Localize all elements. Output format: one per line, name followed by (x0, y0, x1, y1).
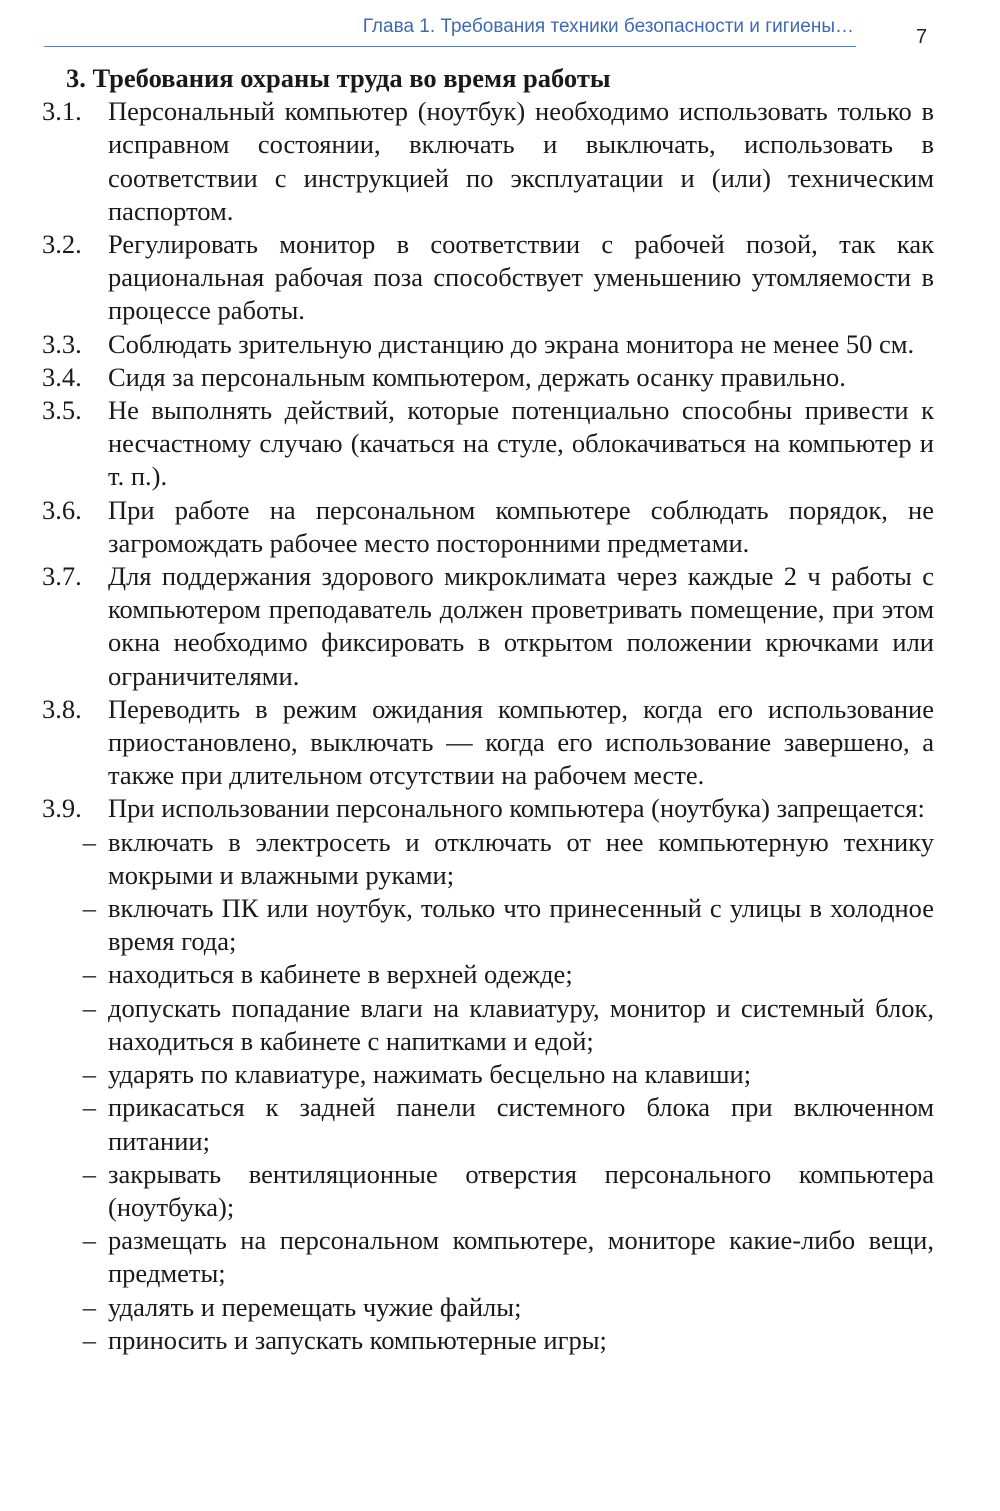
requirement-item (42, 792, 934, 825)
requirement-item (42, 693, 934, 793)
bullet-text: прикасаться к задней панели системного блока при включенном питании; (108, 1092, 934, 1156)
item-text: Регулировать монитор в соответствии с рабочей позой, так как рациональная рабочая поза способствует уменьшению утомляемости в процессе работы. (108, 229, 934, 326)
prohibition-item (42, 1158, 934, 1224)
item-number: 3.1. (42, 96, 82, 127)
item-number: 3.9. (42, 793, 82, 824)
requirement-item (42, 95, 934, 228)
bullet-text: включать ПК или ноутбук, только что принесенный с улицы в холодное время года; (108, 893, 934, 957)
bullet-text: приносить и запускать компьютерные игры; (108, 1324, 607, 1355)
bullet-text: ударять по клавиатуре, нажимать бесцельно на клавиши; (108, 1059, 752, 1090)
item-text: Сидя за персональным компьютером, держать осанку правильно. (108, 361, 846, 392)
dash-marker: – (82, 893, 96, 924)
requirement-item (42, 494, 934, 560)
page-body (42, 62, 934, 1357)
bullet-text: допускать попадание влаги на клавиатуру, монитор и системный блок, находиться в кабинете с напитками и едой; (108, 992, 934, 1056)
dash-marker: – (82, 1158, 96, 1189)
dash-marker: – (82, 992, 96, 1023)
dash-marker: – (82, 1324, 96, 1355)
dash-marker: – (82, 1092, 96, 1123)
dash-marker: – (82, 959, 96, 990)
page-header (44, 10, 856, 47)
prohibition-item (42, 826, 934, 892)
prohibition-item (42, 1224, 934, 1290)
item-text: Не выполнять действий, которые потенциально способны привести к несчастному случаю (качаться на стуле, облокачиваться на компьютер и т. п.). (108, 395, 934, 492)
requirement-item (42, 328, 934, 361)
requirement-item (42, 394, 934, 494)
dash-marker: – (82, 826, 96, 857)
item-text: При работе на персональном компьютере соблюдать порядок, не загромождать рабочее место посторонними предметами. (108, 494, 934, 558)
section-heading: 3. Требования охраны труда во время работы (66, 63, 611, 93)
requirement-item (42, 228, 934, 328)
item-text: Переводить в режим ожидания компьютер, когда его использование приостановлено, выключать — когда его использование завершено, а также при длительном отсутствии на рабочем месте. (108, 693, 934, 791)
prohibition-item (42, 992, 934, 1058)
requirement-item (42, 361, 934, 394)
item-text: Соблюдать зрительную дистанцию до экрана монитора не менее 50 см. (108, 328, 915, 359)
bullet-text: включать в электросеть и отключать от нее компьютерную технику мокрыми и влажными руками; (108, 826, 934, 890)
bullet-text: удалять и перемещать чужие файлы; (108, 1291, 522, 1322)
item-number: 3.4. (42, 361, 82, 392)
page-number: 7 (916, 26, 928, 48)
bullet-text: закрывать вентиляционные отверстия персонального компьютера (ноутбука); (108, 1158, 934, 1222)
bullet-text: находиться в кабинете в верхней одежде; (108, 959, 573, 990)
item-number: 3.3. (42, 328, 82, 359)
item-number: 3.2. (42, 229, 82, 260)
prohibition-item (42, 1058, 934, 1091)
item-number: 3.7. (42, 561, 82, 592)
prohibition-item (42, 1091, 934, 1157)
prohibition-item (42, 958, 934, 991)
item-text: Персональный компьютер (ноутбук) необходимо использовать только в исправном состоянии, включать и выключать, использовать в соответствии с инструкцией по эксплуатации и (или) техническим паспортом. (108, 96, 934, 226)
dash-marker: – (82, 1225, 96, 1256)
bullet-text: размещать на персональном компьютере, мониторе какие-либо вещи, предметы; (108, 1225, 934, 1289)
prohibition-item (42, 892, 934, 958)
requirement-item (42, 560, 934, 693)
item-number: 3.6. (42, 494, 82, 525)
item-number: 3.8. (42, 693, 82, 724)
dash-marker: – (82, 1291, 96, 1322)
item-number: 3.5. (42, 395, 82, 426)
prohibition-item (42, 1324, 934, 1357)
item-text: Для поддержания здорового микроклимата через каждые 2 ч работы с компьютером преподаватель должен проветривать помещение, при этом окна необходимо фиксировать в открытом положении крючками или ограничителями. (108, 561, 934, 691)
prohibition-item (42, 1291, 934, 1324)
dash-marker: – (82, 1059, 96, 1090)
running-head: Глава 1. Требования техники безопасности и гигиены… (362, 16, 854, 37)
item-text: При использовании персонального компьютера (ноутбука) запрещается: (108, 793, 925, 824)
